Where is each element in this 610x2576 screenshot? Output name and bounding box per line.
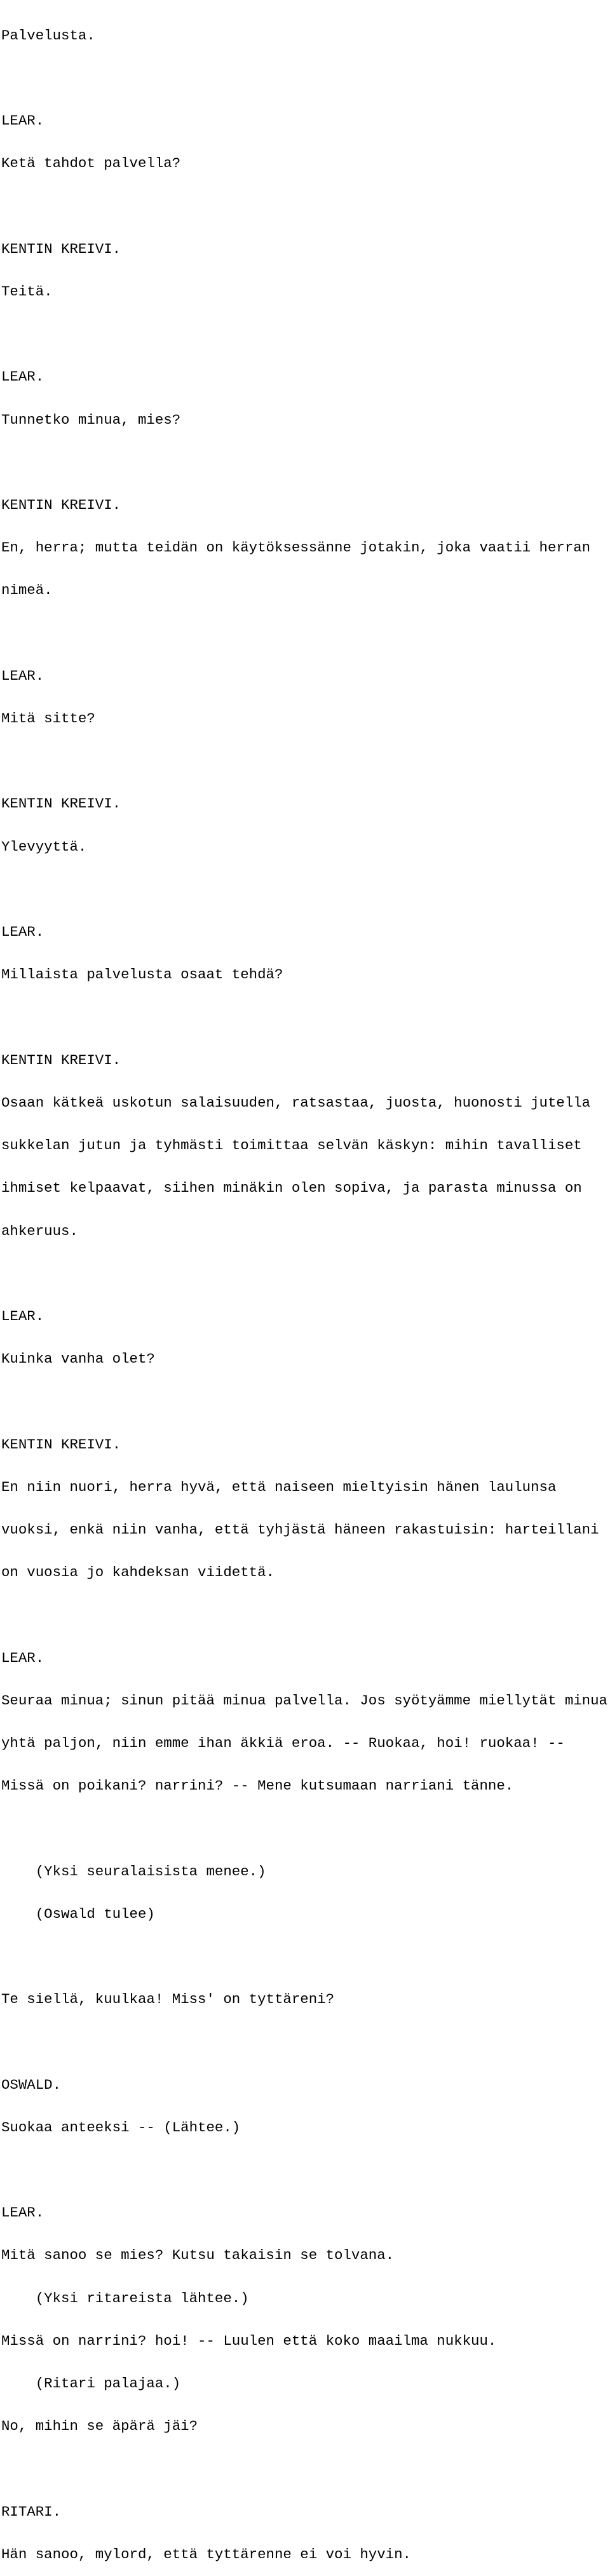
dialogue-line: Missä on narrini? hoi! -- Luulen että koko maailma nukkuu. <box>1 2332 497 2349</box>
speaker-name: LEAR. <box>1 2204 44 2222</box>
blank-line <box>1 1608 610 1622</box>
dialogue-line: Ylevyyttä. <box>1 838 87 855</box>
dialogue-line: nimeä. <box>1 582 53 599</box>
blank-line <box>1 455 610 469</box>
dialogue-line: yhtä paljon, niin emme ihan äkkiä eroa. -- Ruokaa, hoi! ruokaa! -- <box>1 1734 565 1751</box>
blank-line <box>1 882 610 896</box>
speaker-name: LEAR. <box>1 1307 44 1325</box>
speaker-name: KENTIN KREIVI. <box>1 497 121 514</box>
speaker-name: RITARI. <box>1 2503 62 2520</box>
speaker-name: LEAR. <box>1 368 44 386</box>
dialogue-line: Kuinka vanha olet? <box>1 1351 155 1368</box>
stage-direction: (Ritari palajaa.) <box>1 2375 181 2392</box>
dialogue-line: Teitä. <box>1 283 53 300</box>
blank-line <box>1 2462 610 2476</box>
dialogue-line: Millaista palvelusta osaat tehdä? <box>1 966 283 983</box>
dialogue-line: Missä on poikani? narrini? -- Mene kutsumaan narriani tänne. <box>1 1777 514 1795</box>
dialogue-line: Tunnetko minua, mies? <box>1 411 181 428</box>
dialogue-line: Mitä sanoo se mies? Kutsu takaisin se tolvana. <box>1 2247 395 2264</box>
blank-line <box>1 1950 610 1964</box>
dialogue-line: Te siellä, kuulkaa! Miss' on tyttäreni? <box>1 1991 335 2008</box>
stage-direction: (Yksi ritareista lähtee.) <box>1 2289 249 2307</box>
dialogue-line: Palvelusta. <box>1 27 95 44</box>
blank-line <box>1 1267 610 1281</box>
speaker-name: LEAR. <box>1 667 44 684</box>
dialogue-line: ahkeruus. <box>1 1222 78 1239</box>
stage-direction: (Oswald tulee) <box>1 1905 155 1922</box>
dialogue-line: Suokaa anteeksi -- (Lähtee.) <box>1 2119 241 2136</box>
blank-line <box>1 199 610 213</box>
dialogue-line: En, herra; mutta teidän on käytöksessänne jotakin, joka vaatii herran <box>1 539 591 556</box>
speaker-name: LEAR. <box>1 1649 44 1666</box>
blank-line <box>1 626 610 640</box>
dialogue-line: on vuosia jo kahdeksan viidettä. <box>1 1564 274 1581</box>
dialogue-line: Seuraa minua; sinun pitää minua palvella. Jos syötyämme miellytät minua <box>1 1692 607 1709</box>
speaker-name: LEAR. <box>1 924 44 941</box>
speaker-name: OSWALD. <box>1 2076 62 2093</box>
blank-line <box>1 1010 610 1024</box>
speaker-name: LEAR. <box>1 112 44 130</box>
speaker-name: KENTIN KREIVI. <box>1 1436 121 1453</box>
speaker-name: KENTIN KREIVI. <box>1 795 121 813</box>
dialogue-line: vuoksi, enkä niin vanha, että tyhjästä häneen rakastuisin: harteillani <box>1 1521 599 1538</box>
stage-direction: (Yksi seuralaisista menee.) <box>1 1863 266 1880</box>
dialogue-line: Ketä tahdot palvella? <box>1 155 181 172</box>
blank-line <box>1 327 610 341</box>
blank-line <box>1 71 610 85</box>
speaker-name: KENTIN KREIVI. <box>1 240 121 257</box>
dialogue-line: Hän sanoo, mylord, että tyttärenne ei voi hyvin. <box>1 2546 411 2563</box>
blank-line <box>1 2163 610 2177</box>
blank-line <box>1 1821 610 1835</box>
dialogue-line: Mitä sitte? <box>1 710 95 727</box>
blank-line <box>1 2035 610 2049</box>
speaker-name: KENTIN KREIVI. <box>1 1051 121 1069</box>
dialogue-line: Osaan kätkeä uskotun salaisuuden, ratsastaa, juosta, huonosti jutella <box>1 1094 591 1111</box>
dialogue-line: En niin nuori, herra hyvä, että naiseen mieltyisin hänen laulunsa <box>1 1478 557 1495</box>
blank-line <box>1 754 610 768</box>
blank-line <box>1 1394 610 1408</box>
dialogue-line: No, mihin se äpärä jäi? <box>1 2418 198 2435</box>
dialogue-line: sukkelan jutun ja tyhmästi toimittaa selvän käskyn: mihin tavalliset <box>1 1137 582 1154</box>
dialogue-line: ihmiset kelpaavat, siihen minäkin olen sopiva, ja parasta minussa on <box>1 1180 582 1197</box>
